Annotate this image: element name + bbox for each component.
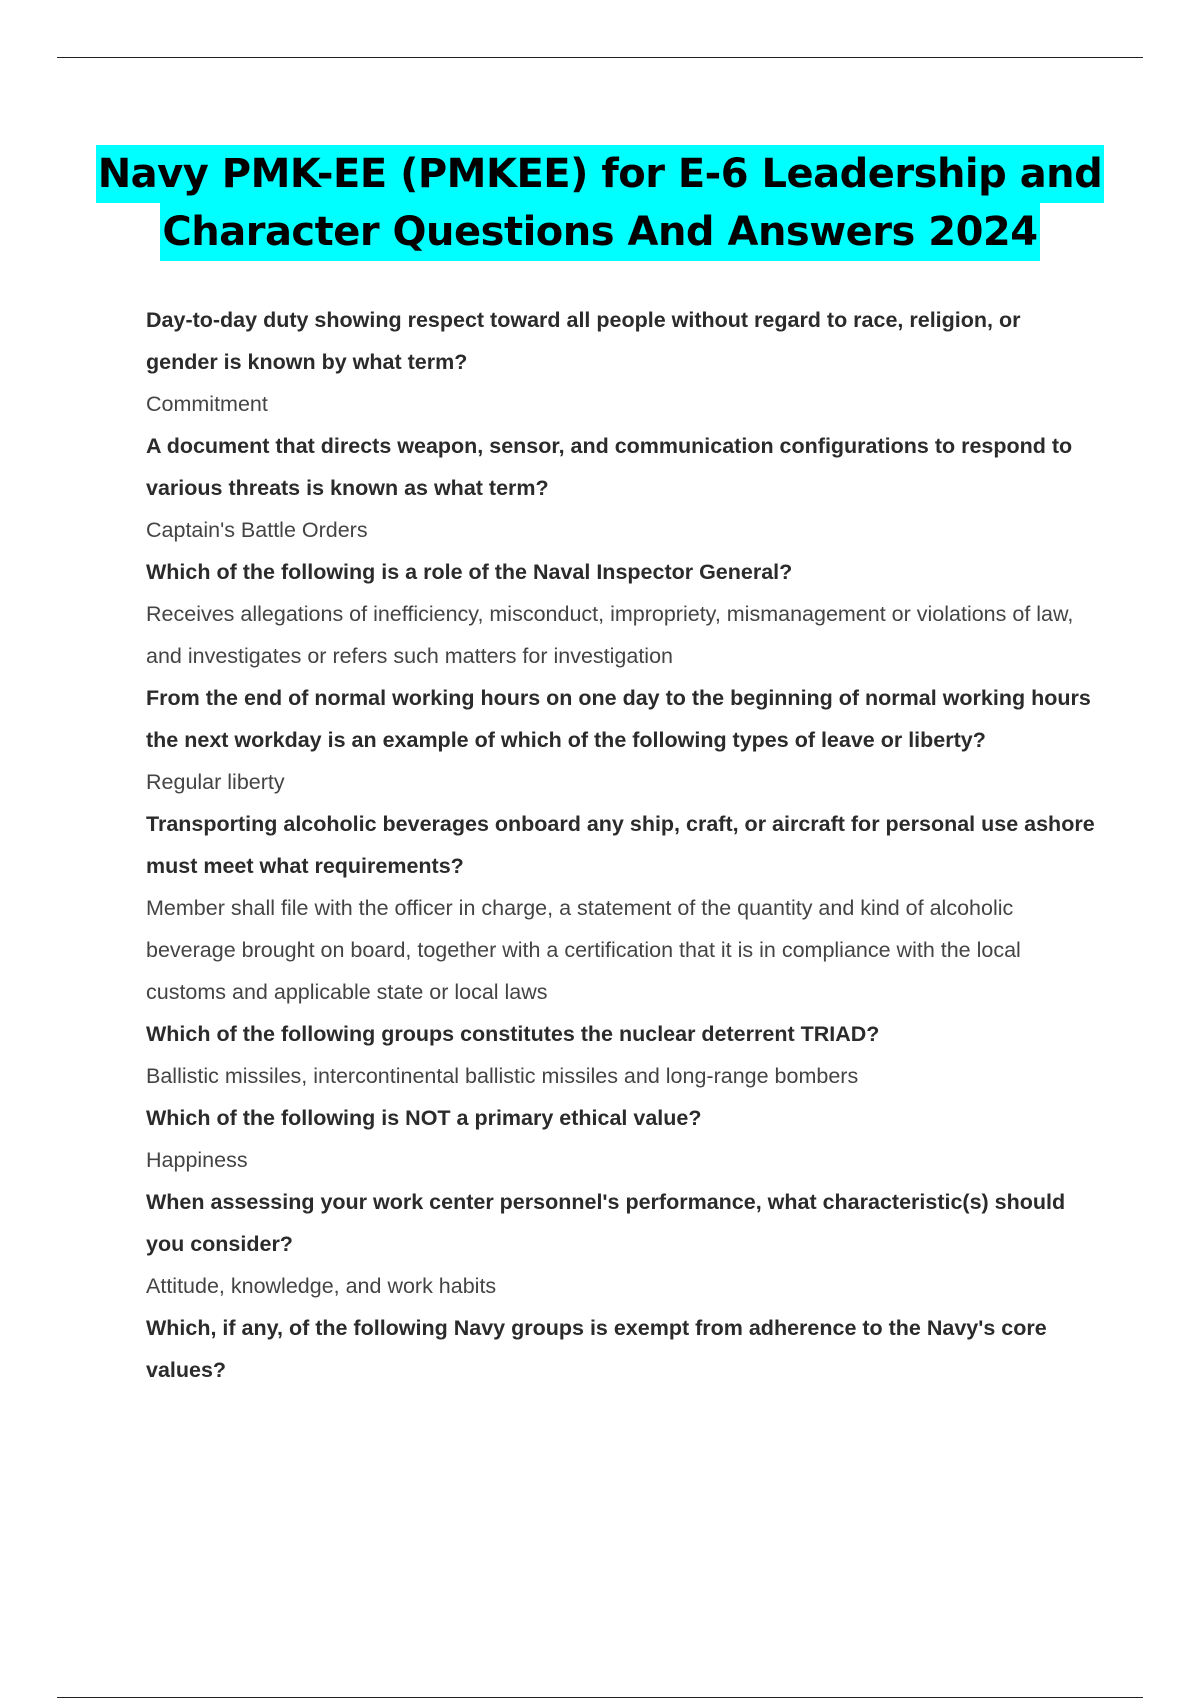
top-rule — [57, 57, 1143, 58]
answer-5: Member shall file with the officer in charge, a statement of the quantity and kind of alcoholic beverage brought on board, together with a certification that it is in compliance with the local customs and applicable state or local laws — [146, 896, 1021, 1004]
qa-list — [146, 299, 1096, 1391]
question-9: Which, if any, of the following Navy groups is exempt from adherence to the Navy's core values? — [146, 1316, 1047, 1382]
question-6: Which of the following groups constitutes the nuclear deterrent TRIAD? — [146, 1022, 880, 1046]
answer-6: Ballistic missiles, intercontinental ballistic missiles and long-range bombers — [146, 1064, 859, 1088]
title-line-1: Navy PMK-EE (PMKEE) for E-6 Leadership and — [96, 145, 1105, 203]
question-4: From the end of normal working hours on one day to the beginning of normal working hours the next workday is an example of which of the following types of leave or liberty? — [146, 686, 1091, 752]
answer-4: Regular liberty — [146, 770, 285, 794]
answer-8: Attitude, knowledge, and work habits — [146, 1274, 497, 1298]
answer-2: Captain's Battle Orders — [146, 518, 368, 542]
question-8: When assessing your work center personnel's performance, what characteristic(s) should you consider? — [146, 1190, 1066, 1256]
question-2: A document that directs weapon, sensor, and communication configurations to respond to various threats is known as what term? — [146, 434, 1073, 500]
title-line-2: Character Questions And Answers 2024 — [160, 203, 1039, 261]
question-1: Day-to-day duty showing respect toward all people without regard to race, religion, or gender is known by what term? — [146, 308, 1021, 374]
answer-1: Commitment — [146, 392, 268, 416]
page-title — [60, 145, 1140, 261]
bottom-rule — [57, 1697, 1143, 1698]
question-5: Transporting alcoholic beverages onboard any ship, craft, or aircraft for personal use ashore must meet what requirements? — [146, 812, 1095, 878]
question-7: Which of the following is NOT a primary ethical value? — [146, 1106, 702, 1130]
question-3: Which of the following is a role of the Naval Inspector General? — [146, 560, 793, 584]
answer-7: Happiness — [146, 1148, 248, 1172]
answer-3: Receives allegations of inefficiency, misconduct, impropriety, mismanagement or violations of law, and investigates or refers such matters for investigation — [146, 602, 1074, 668]
